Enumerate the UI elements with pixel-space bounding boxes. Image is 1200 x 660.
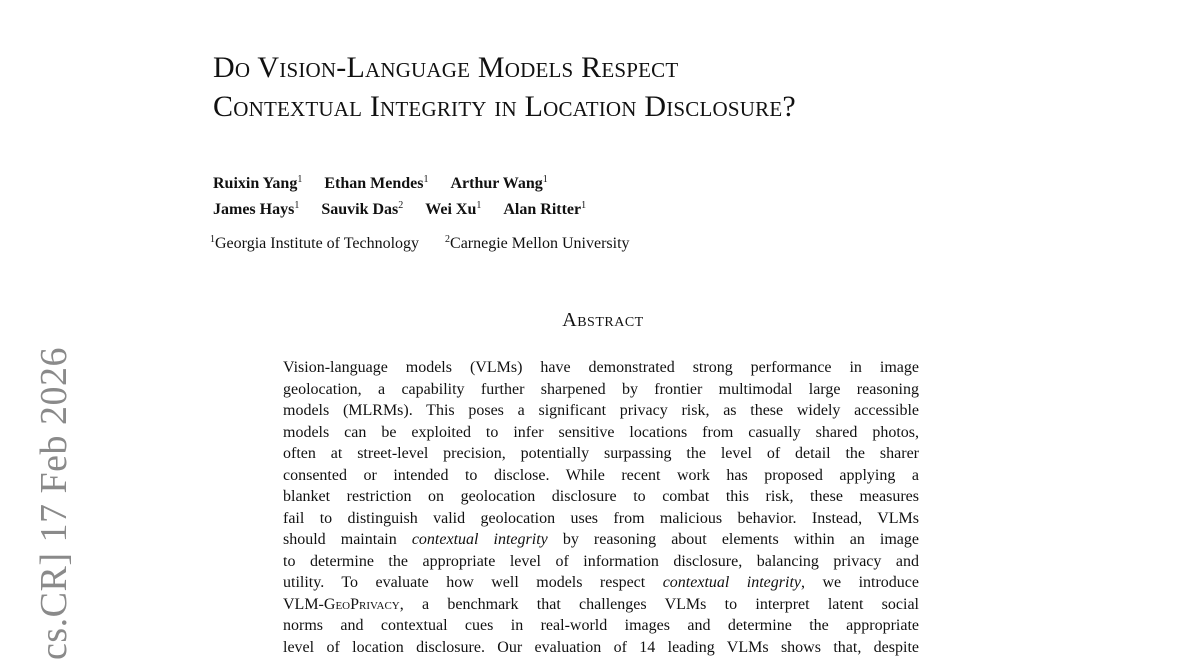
abstract-line: utility. To evaluate how well models respect contextual integrity, we introduce: [283, 574, 919, 591]
author: Alan Ritter$^1$: [503, 200, 587, 218]
abstract-line: level of location disclosure. Our evaluation of 14 leading VLMs shows that, despite: [283, 638, 919, 656]
abstract-line: models can be exploited to infer sensitive locations from casually shared photos,: [283, 423, 919, 441]
author: Ethan Mendes$^1$: [324, 174, 429, 192]
author: James Hays$^1$: [213, 200, 300, 218]
abstract-line: often at street-level precision, potentially surpassing the level of detail the sharer: [283, 445, 919, 462]
paper-title: [213, 48, 1073, 126]
abstract-line: to determine the appropriate level of information disclosure, balancing privacy and: [283, 552, 919, 570]
abstract-line: geolocation, a capability further sharpened by frontier multimodal large reasoning: [283, 380, 919, 398]
arxiv-identifier-stamp: cs.CR] 17 Feb 2026: [33, 347, 75, 660]
title-line-1: Do Vision-Language Models Respect: [213, 51, 679, 84]
benchmark-name: VLM-GeoPrivacy: [283, 595, 400, 613]
emphasis-text: contextual integrity: [411, 531, 548, 548]
abstract-heading: Abstract: [562, 309, 644, 331]
abstract-line: VLM-GeoPrivacy, a benchmark that challenges VLMs to interpret latent social: [283, 595, 919, 613]
abstract-line: should maintain contextual integrity by reasoning about elements within an image: [283, 531, 919, 548]
abstract-line: blanket restriction on geolocation disclosure to combat this risk, these measures: [283, 488, 919, 505]
emphasis-text: contextual integrity: [662, 574, 801, 591]
author: Ruixin Yang$^1$: [213, 174, 303, 192]
author-row-1: [213, 171, 604, 197]
abstract-line: fail to distinguish valid geolocation uses from malicious behavior. Instead, VLMs: [283, 509, 919, 527]
author: Wei Xu$^1$: [425, 200, 482, 218]
abstract-line: norms and contextual cues in real-world images and determine the appropriate: [283, 617, 919, 634]
title-line-2: Contextual Integrity in Location Disclosure?: [213, 90, 796, 123]
affiliations: [210, 233, 652, 255]
affiliation: $^1$Georgia Institute of Technology: [210, 234, 420, 252]
abstract-body: [283, 357, 919, 658]
author: Arthur Wang$^1$: [450, 174, 548, 192]
author-list: [213, 171, 604, 223]
abstract-line: models (MLRMs). This poses a significant privacy risk, as these widely accessible: [283, 402, 919, 419]
author: Sauvik Das$^2$: [321, 200, 404, 218]
abstract-line: consented or intended to disclose. While recent work has proposed applying a: [283, 466, 919, 484]
abstract-line: Vision-language models (VLMs) have demonstrated strong performance in image: [283, 359, 919, 376]
author-row-2: [213, 197, 604, 223]
affiliation: $^2$Carnegie Mellon University: [445, 234, 630, 252]
